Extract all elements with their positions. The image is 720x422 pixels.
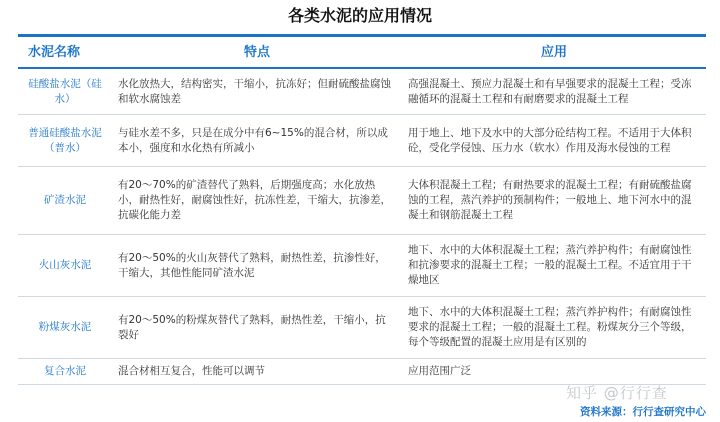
cement-application: 用于地上、地下及水中的大部分砼结构工程。不适用于大体积砼，受化学侵蚀、压力水（软水）作用及海水侵蚀的工程	[408, 126, 692, 154]
cement-application: 应用范围广泛	[408, 365, 471, 377]
header-application: 应用	[540, 44, 567, 60]
table-row	[18, 235, 706, 297]
header-name: 水泥名称	[28, 44, 81, 60]
cement-name: 粉煤灰水泥	[38, 321, 92, 333]
page-title: 各类水泥的应用情况	[287, 6, 432, 25]
zhihu-watermark: 知乎 @行行查	[566, 384, 668, 402]
cement-application: 地下、水中的大体积混凝土工程；蒸汽养护构件；有耐腐蚀性和抗渗要求的混凝土工程；一般的混凝土工程。不适宜用于干燥地区	[408, 244, 692, 286]
cement-feature: 有20～70%的矿渣替代了熟料，后期强度高；水化放热小，耐热性好，耐腐蚀性好，抗冻性差，干缩大，抗渗差，抗碳化能力差	[118, 179, 391, 221]
cement-feature: 水化放热大，结构密实，干缩小，抗冻好；但耐硫酸盐腐蚀和软水腐蚀差	[118, 77, 391, 105]
cement-name: 矿渣水泥	[44, 194, 86, 206]
cement-feature: 与硅水差不多，只是在成分中有6~15%的混合材，所以成本小，强度和水化热有所减小	[118, 126, 388, 154]
cement-name: 硅酸盐水泥（硅水）	[28, 77, 102, 105]
table-header-row	[18, 37, 706, 69]
cement-name: 火山灰水泥	[38, 259, 92, 271]
table-row	[18, 297, 706, 359]
header-feature: 特点	[243, 44, 270, 60]
cement-feature: 有20～50%的火山灰替代了熟料，耐热性差，抗渗性好，干缩大，其他性能同矿渣水泥	[118, 251, 386, 279]
table-row	[18, 115, 706, 167]
cement-table	[18, 34, 706, 385]
cement-name: 复合水泥	[44, 365, 86, 377]
cement-application: 大体积混凝土工程；有耐热要求的混凝土工程；有耐硫酸盐腐蚀的工程，蒸汽养护的预制构件；一般地上、地下河水中的混凝土和钢筋混凝土工程	[408, 179, 692, 221]
table-row	[18, 167, 706, 235]
source-note: 资料来源：行行查研究中心	[580, 406, 706, 418]
cement-application: 高强混凝土、预应力混凝土和有早强要求的混凝土工程；受冻融循环的混凝土工程和有耐磨要求的混凝土工程	[408, 77, 692, 105]
table-row	[18, 69, 706, 115]
cement-application: 地下、水中的大体积混凝土工程；蒸汽养护构件；有耐腐蚀性要求的混凝土工程；一般的混凝土工程。粉煤灰分三个等级，每个等级配置的混凝土应用是有区别的	[408, 306, 692, 348]
cement-feature: 有20～50%的粉煤灰替代了熟料，耐热性差，干缩小，抗裂好	[118, 313, 386, 341]
cement-feature: 混合材相互复合，性能可以调节	[118, 365, 265, 377]
cement-name: 普通硅酸盐水泥（普水）	[28, 126, 102, 154]
